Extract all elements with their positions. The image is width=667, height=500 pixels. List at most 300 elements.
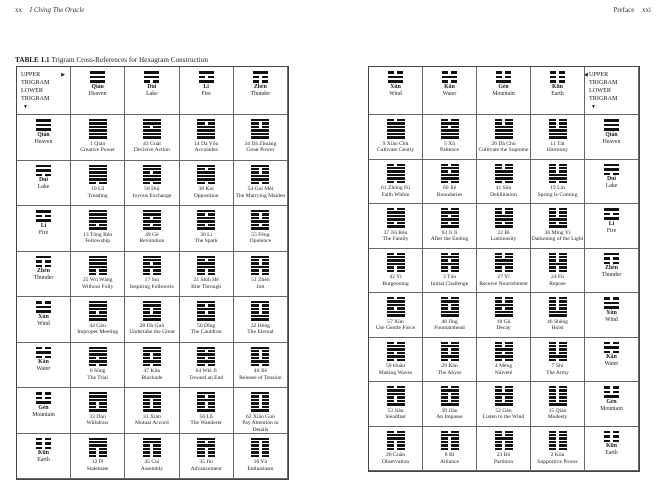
trigram-meaning: Fire <box>201 90 211 97</box>
hexagram-icon <box>477 431 530 451</box>
hexagram-meaning: The Army <box>546 369 569 376</box>
trigram-meaning: Fire <box>38 229 49 236</box>
hexagram-cell <box>531 293 585 338</box>
hexagram-meaning: Pay Attention to Details <box>242 420 279 433</box>
hexagram-icon <box>423 119 476 139</box>
book-title: I Ching The Oracle <box>29 6 85 14</box>
hexagram-meaning: Opposition <box>193 192 219 199</box>
trigram-name: Qián <box>605 131 618 138</box>
arrow-icon: ▶ <box>61 73 65 78</box>
hexagram-icon <box>180 347 233 367</box>
page-number-left: xx <box>15 6 22 14</box>
hexagram-cell <box>423 204 477 249</box>
hexagram-meaning: Without Folly <box>81 283 114 290</box>
hexagram-name: 57 Xùn <box>387 318 404 325</box>
row-header <box>585 427 639 472</box>
trigram-meaning: Wind <box>605 316 618 323</box>
left-table <box>16 66 289 480</box>
hexagram-icon <box>125 165 178 185</box>
hexagram-meaning: Boundaries <box>436 191 463 198</box>
hexagram-icon <box>234 301 287 321</box>
hexagram-cell <box>234 252 288 298</box>
hexagram-name: 35 Jìn <box>199 459 213 466</box>
trigram-name: Li <box>203 83 209 90</box>
hexagram-name: 3 Tún <box>442 274 457 281</box>
hexagram-name: 52 Gèn <box>495 407 512 414</box>
hexagram-meaning: Spring Is Coming <box>537 191 578 198</box>
hexagram-name: 31 Xián <box>142 413 161 420</box>
hexagram-cell <box>477 204 531 249</box>
row-header <box>17 115 71 161</box>
corner-cell <box>17 67 71 115</box>
trigram-icon <box>585 119 638 131</box>
trigram-name: Qián <box>37 131 50 138</box>
hexagram-name: 9 Xiăo Chù <box>382 140 409 147</box>
hexagram-cell <box>423 115 477 160</box>
hexagram-cell <box>369 115 423 160</box>
trigram-icon <box>17 210 70 222</box>
column-header <box>477 67 531 115</box>
running-header-right <box>613 6 651 14</box>
hexagram-icon <box>71 301 124 321</box>
trigram-name: Gèn <box>38 404 49 411</box>
upper-trigram-label: UPPER TRIGRAM <box>589 71 618 86</box>
hexagram-name: 24 Fù <box>551 274 564 281</box>
hexagram-icon <box>477 253 530 273</box>
trigram-meaning: Lake <box>37 184 50 191</box>
trigram-name: Kăn <box>38 359 49 366</box>
trigram-name: Qián <box>91 83 104 90</box>
hexagram-icon <box>531 208 584 228</box>
hexagram-cell <box>180 115 234 161</box>
trigram-meaning: Heaven <box>602 138 621 145</box>
hexagram-icon <box>423 297 476 317</box>
hexagram-name: 41 Sŭn <box>495 185 512 192</box>
hexagram-meaning: Repose <box>549 280 566 287</box>
corner-cell <box>585 67 639 115</box>
hexagram-cell <box>531 382 585 427</box>
hexagram-name: 46 Shēng <box>547 318 568 325</box>
hexagram-name: 61 Zhōng Fú <box>381 185 410 192</box>
hexagram-meaning: Burgeoning <box>382 280 409 287</box>
hexagram-meaning: The Spark <box>194 238 218 245</box>
hexagram-name: 30 Lí <box>200 231 213 238</box>
hexagram-icon <box>423 342 476 362</box>
hexagram-name: 64 Wèi Jì <box>195 368 217 375</box>
column-header <box>125 67 179 115</box>
hexagram-icon <box>477 386 530 406</box>
hexagram-cell <box>477 293 531 338</box>
hexagram-name: 2 Kūn <box>550 452 565 459</box>
hexagram-cell <box>125 252 179 298</box>
trigram-icon <box>423 71 476 83</box>
hexagram-icon <box>125 256 178 276</box>
hexagram-cell <box>180 434 234 480</box>
hexagram-name: 16 Yù <box>253 459 268 466</box>
hexagram-name: 49 Gé <box>145 231 159 238</box>
hexagram-cell <box>71 297 125 343</box>
hexagram-name: 32 Héng <box>250 322 270 329</box>
hexagram-cell <box>234 388 288 434</box>
hexagram-cell <box>180 206 234 252</box>
row-header <box>585 249 639 294</box>
hexagram-icon <box>531 119 584 139</box>
row-header <box>17 388 71 434</box>
hexagram-icon <box>71 392 124 412</box>
column-header <box>234 67 288 115</box>
trigram-meaning: Earth <box>605 450 618 457</box>
trigram-icon <box>585 431 638 443</box>
hexagram-name: 13 Tóng Rén <box>83 231 113 238</box>
hexagram-name: 43 Guài <box>142 140 161 147</box>
hexagram-meaning: The Eternal <box>247 329 274 336</box>
hexagram-icon <box>369 386 422 406</box>
hexagram-meaning: Inspiring Followers <box>129 283 174 290</box>
hexagram-meaning: Faith Within <box>381 191 410 198</box>
hexagram-name: 5 Xū <box>443 140 456 147</box>
trigram-name: Gèn <box>498 83 509 90</box>
hexagram-name: 18 Gŭ <box>496 318 511 325</box>
hexagram-cell <box>423 382 477 427</box>
row-header <box>585 204 639 249</box>
hexagram-icon <box>369 431 422 451</box>
hexagram-meaning: Undertake the Great <box>129 329 175 336</box>
trigram-name: Xùn <box>38 313 49 320</box>
hexagram-name: 38 Kuí <box>198 186 214 193</box>
hexagram-icon <box>234 119 287 139</box>
hexagram-icon <box>234 392 287 412</box>
hexagram-meaning: Use Gentle Force <box>375 325 416 332</box>
hexagram-meaning: The Abyss <box>437 369 462 376</box>
hexagram-name: 28 Dà Guò <box>139 322 165 329</box>
hexagram-meaning: Mutual Accord <box>135 420 169 427</box>
hexagram-icon <box>477 342 530 362</box>
hexagram-meaning: Improper Meeting <box>77 329 119 336</box>
trigram-meaning: Thunder <box>33 275 54 282</box>
hexagram-name: 63 Jì Jì <box>441 229 458 236</box>
column-header <box>531 67 585 115</box>
hexagram-icon <box>477 297 530 317</box>
hexagram-icon <box>531 297 584 317</box>
hexagram-cell <box>477 115 531 160</box>
hexagram-meaning: Cultivate Gently <box>376 147 415 154</box>
hexagram-cell <box>369 160 423 205</box>
row-header <box>17 297 71 343</box>
trigram-icon <box>17 256 70 268</box>
hexagram-icon <box>477 164 530 184</box>
hexagram-icon <box>531 164 584 184</box>
hexagram-icon <box>369 208 422 228</box>
trigram-name: Kăn <box>444 83 455 90</box>
hexagram-cell <box>180 388 234 434</box>
hexagram-cell <box>234 161 288 207</box>
hexagram-cell <box>369 427 423 472</box>
hexagram-name: 20 Guān <box>385 452 406 459</box>
hexagram-cell <box>180 161 234 207</box>
hexagram-meaning: The Cauldron <box>190 329 222 336</box>
hexagram-icon <box>71 119 124 139</box>
hexagram-icon <box>369 253 422 273</box>
hexagram-name: 15 Qiān <box>548 407 567 414</box>
hexagram-meaning: The Wanderer <box>190 420 222 427</box>
hexagram-name: 40 Jiě <box>253 368 267 375</box>
hexagram-cell <box>423 160 477 205</box>
trigram-meaning: Wind <box>37 320 50 327</box>
hexagram-name: 55 Fēng <box>251 231 270 238</box>
hexagram-name: 58 Duì <box>144 186 160 193</box>
hexagram-icon <box>180 392 233 412</box>
trigram-icon <box>585 342 638 354</box>
trigram-icon <box>585 297 638 309</box>
hexagram-icon <box>234 210 287 230</box>
trigram-meaning: Lake <box>146 90 158 97</box>
trigram-meaning: Fire <box>606 227 617 234</box>
hexagram-icon <box>234 165 287 185</box>
hexagram-name: 54 Guī Mèi <box>247 186 274 193</box>
hexagram-meaning: Cultivate the Supreme <box>478 147 529 154</box>
hexagram-icon <box>234 347 287 367</box>
table-label: TABLE 1.1 <box>15 56 50 64</box>
hexagram-name: 42 Yì <box>389 274 402 281</box>
hexagram-meaning: Great Power <box>246 147 275 154</box>
hexagram-cell <box>477 338 531 383</box>
hexagram-cell <box>180 343 234 389</box>
hexagram-icon <box>125 210 178 230</box>
hexagram-meaning: Receive Nourishment <box>479 280 528 287</box>
trigram-name: Dui <box>606 176 617 183</box>
hexagram-icon <box>369 297 422 317</box>
hexagram-name: 62 Xiăo Guò <box>245 413 275 420</box>
hexagram-meaning: The Marrying Maiden <box>235 192 286 199</box>
arrow-icon: ◀ <box>584 73 588 78</box>
trigram-meaning: Thunder <box>250 90 271 97</box>
hexagram-icon <box>369 342 422 362</box>
hexagram-cell <box>477 427 531 472</box>
column-header <box>423 67 477 115</box>
trigram-name: Kăn <box>606 354 617 361</box>
hexagram-name: 23 Bō <box>496 452 511 459</box>
hexagram-cell <box>531 427 585 472</box>
hexagram-meaning: Initial Challenge <box>430 280 469 287</box>
column-header <box>71 67 125 115</box>
trigram-meaning: Heaven <box>88 90 107 97</box>
hexagram-name: 59 Huàn <box>385 363 406 370</box>
row-header <box>17 252 71 298</box>
arrow-icon: ▼ <box>591 105 596 110</box>
trigram-name: Gèn <box>606 398 617 405</box>
hexagram-name: 44 Gòu <box>89 322 106 329</box>
trigram-icon <box>531 71 584 83</box>
hexagram-cell <box>531 115 585 160</box>
trigram-name: Kūn <box>552 83 563 90</box>
hexagram-name: 60 Jié <box>442 185 457 192</box>
hexagram-name: 4 Méng <box>494 363 513 370</box>
arrow-icon: ▼ <box>23 105 28 110</box>
trigram-meaning: Water <box>442 90 457 97</box>
trigram-name: Dui <box>147 83 157 90</box>
hexagram-meaning: Accolades <box>194 147 218 154</box>
hexagram-icon <box>423 386 476 406</box>
hexagram-name: 53 Jiàn <box>387 407 404 414</box>
hexagram-cell <box>369 293 423 338</box>
hexagram-icon <box>71 210 124 230</box>
trigram-icon <box>17 392 70 404</box>
hexagram-name: 45 Cuì <box>144 459 160 466</box>
hexagram-name: 22 Bì <box>497 229 510 236</box>
hexagram-icon <box>180 438 233 458</box>
trigram-meaning: Earth <box>37 457 50 464</box>
hexagram-cell <box>71 434 125 480</box>
hexagram-icon <box>125 347 178 367</box>
hexagram-meaning: Bite Through <box>191 283 222 290</box>
hexagram-icon <box>125 438 178 458</box>
hexagram-cell <box>234 115 288 161</box>
hexagram-cell <box>180 252 234 298</box>
hexagram-name: 12 Pǐ <box>91 459 104 466</box>
hexagram-cell <box>423 293 477 338</box>
hexagram-cell <box>71 161 125 207</box>
hexagram-cell <box>71 343 125 389</box>
hexagram-meaning: Listen to the Wind <box>482 414 525 421</box>
hexagram-cell <box>125 161 179 207</box>
table-caption <box>15 56 208 64</box>
hexagram-icon <box>423 253 476 273</box>
row-header <box>585 338 639 383</box>
row-header <box>17 343 71 389</box>
hexagram-meaning: Alliance <box>440 458 459 465</box>
hexagram-meaning: Revolution <box>139 238 165 245</box>
lower-trigram-label: LOWER TRIGRAM <box>589 87 618 102</box>
hexagram-icon <box>369 164 422 184</box>
hexagram-meaning: Blockade <box>141 374 163 381</box>
hexagram-meaning: Making Waves <box>378 369 413 376</box>
right-table <box>368 66 640 472</box>
hexagram-name: 37 Jiā Rén <box>383 229 408 236</box>
hexagram-cell <box>125 115 179 161</box>
hexagram-name: 51 Zhèn <box>251 277 270 284</box>
lower-trigram-label: LOWER TRIGRAM <box>21 87 50 102</box>
hexagram-meaning: Opulence <box>249 238 272 245</box>
hexagram-cell <box>71 115 125 161</box>
hexagram-icon <box>423 431 476 451</box>
hexagram-cell <box>71 252 125 298</box>
hexagram-name: 1 Qián <box>90 140 106 147</box>
row-header <box>17 206 71 252</box>
trigram-icon <box>17 165 70 177</box>
hexagram-meaning: Withdraw <box>86 420 109 427</box>
hexagram-icon <box>531 386 584 406</box>
hexagram-cell <box>531 338 585 383</box>
trigram-icon <box>585 164 638 176</box>
hexagram-icon <box>125 119 178 139</box>
hexagram-name: 14 Dà Yŏu <box>193 140 219 147</box>
trigram-meaning: Water <box>604 361 619 368</box>
hexagram-name: 17 Suí <box>144 277 160 284</box>
upper-trigram-label: UPPER TRIGRAM <box>21 71 50 86</box>
hexagram-name: 7 Shī <box>551 363 564 370</box>
hexagram-cell <box>423 427 477 472</box>
row-header <box>585 160 639 205</box>
trigram-name: Xùn <box>390 83 401 90</box>
row-header <box>17 434 71 480</box>
hexagram-icon <box>477 119 530 139</box>
hexagram-cell <box>125 388 179 434</box>
running-header-left <box>15 6 84 14</box>
hexagram-cell <box>531 249 585 294</box>
hexagram-meaning: Creative Power <box>80 147 115 154</box>
hexagram-cell <box>477 160 531 205</box>
hexagram-name: 21 Shìh Hé <box>193 277 219 284</box>
hexagram-meaning: Toward an End <box>189 374 224 381</box>
column-header <box>369 67 423 115</box>
hexagram-name: 25 Wú Wàng <box>82 277 113 284</box>
hexagram-icon <box>234 438 287 458</box>
row-header <box>585 115 639 160</box>
hexagram-name: 29 Kăn <box>441 363 458 370</box>
trigram-meaning: Earth <box>551 90 564 97</box>
hexagram-icon <box>423 208 476 228</box>
hexagram-icon <box>71 165 124 185</box>
hexagram-meaning: The Family <box>382 236 409 243</box>
trigram-icon <box>585 386 638 398</box>
hexagram-name: 11 Tài <box>550 140 565 147</box>
trigram-icon <box>234 71 287 83</box>
trigram-icon <box>585 208 638 220</box>
hexagram-icon <box>369 119 422 139</box>
trigram-icon <box>17 301 70 313</box>
trigram-name: Kūn <box>38 450 49 457</box>
hexagram-meaning: An Impasse <box>436 414 463 421</box>
hexagram-meaning: Patience <box>440 147 459 154</box>
hexagram-meaning: Naïveté <box>494 369 513 376</box>
hexagram-cell <box>369 338 423 383</box>
hexagram-meaning: Debilitation <box>490 191 517 198</box>
hexagram-icon <box>477 208 530 228</box>
hexagram-cell <box>477 249 531 294</box>
trigram-name: Li <box>40 222 47 229</box>
trigram-name: Xùn <box>606 309 617 316</box>
hexagram-cell <box>477 382 531 427</box>
hexagram-meaning: Advancement <box>190 465 222 472</box>
hexagram-name: 8 Bǐ <box>444 452 455 459</box>
hexagram-cell <box>423 338 477 383</box>
row-header <box>17 161 71 207</box>
hexagram-meaning: Jolt <box>256 283 265 290</box>
hexagram-name: 27 Yí <box>497 274 510 281</box>
trigram-name: Dui <box>38 177 49 184</box>
hexagram-cell <box>369 382 423 427</box>
hexagram-meaning: Joyous Exchange <box>132 192 172 199</box>
hexagram-icon <box>423 164 476 184</box>
trigram-icon <box>17 347 70 359</box>
hexagram-icon <box>180 119 233 139</box>
hexagram-name: 19 Lín <box>550 185 565 192</box>
trigram-name: Zhèn <box>605 265 618 272</box>
hexagram-name: 47 Kùn <box>143 368 161 375</box>
trigram-icon <box>180 71 233 83</box>
hexagram-name: 39 Jiǎn <box>441 407 458 414</box>
hexagram-icon <box>180 210 233 230</box>
hexagram-icon <box>125 301 178 321</box>
hexagram-cell <box>234 434 288 480</box>
hexagram-name: 33 Dùn <box>89 413 106 420</box>
hexagram-icon <box>180 256 233 276</box>
trigram-meaning: Lake <box>605 183 618 190</box>
trigram-meaning: Heaven <box>34 138 53 145</box>
trigram-meaning: Mountain <box>32 411 55 418</box>
trigram-icon <box>369 71 422 83</box>
trigram-name: Zhèn <box>253 83 267 90</box>
